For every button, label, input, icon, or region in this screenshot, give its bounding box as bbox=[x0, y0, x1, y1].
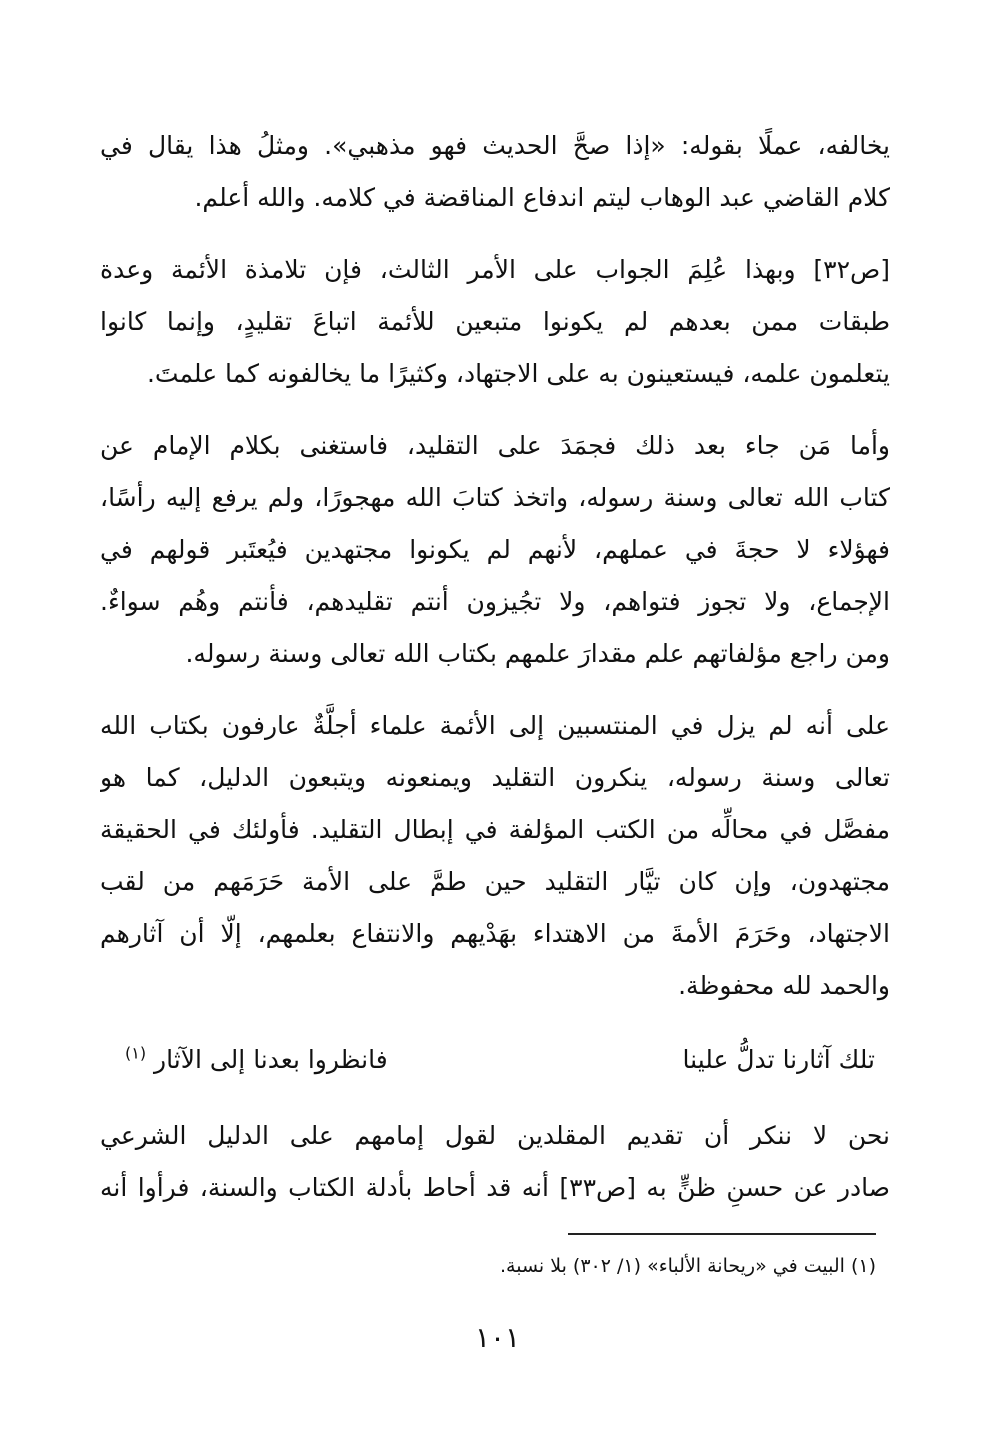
text-line: يتعلمون علمه، فيستعينون به على الاجتهاد، وكثيرًا ما يخالفونه كما علمتَ. bbox=[146, 359, 890, 388]
text-line: [ص٣٢] وبهذا عُلِمَ الجواب على الأمر الثالث، فإن تلامذة الأئمة وعدة bbox=[100, 255, 890, 284]
text-line: كتاب الله تعالى وسنة رسوله، واتخذ كتابَ الله مهجورًا، ولم يرفع إليه رأسًا، bbox=[100, 483, 890, 512]
paragraph-2 bbox=[100, 244, 890, 400]
text-line: تعالى وسنة رسوله، ينكرون التقليد ويمنعونه ويتبعون الدليل، كما هو bbox=[100, 763, 890, 792]
page-number: ١٠١ bbox=[474, 1321, 521, 1354]
footnote: (١) البيت في «ريحانة الألباء» (١/ ٣٠٢) بلا نسبة. bbox=[500, 1255, 876, 1277]
text-line: على أنه لم يزل في المنتسبين إلى الأئمة علماء أجلَّةٌ عارفون بكتاب الله bbox=[100, 711, 890, 740]
main-text bbox=[100, 120, 890, 1234]
verse-second-hemistich-text: فانظروا بعدنا إلى الآثار bbox=[154, 1045, 388, 1074]
text-line: الاجتهاد، وحَرَمَ الأمةَ من الاهتداء بهَدْيهم والانتفاع بعلمهم، إلّا أن آثارهم bbox=[100, 919, 890, 948]
paragraph-5 bbox=[100, 1110, 890, 1214]
text-line: فهؤلاء لا حجةَ في عملهم، لأنهم لم يكونوا مجتهدين فيُعتَبر قولهم في bbox=[100, 535, 890, 564]
text-line: يخالفه، عملًا بقوله: «إذا صحَّ الحديث فهو مذهبي». ومثلُ هذا يقال في bbox=[100, 131, 890, 160]
text-line: كلام القاضي عبد الوهاب ليتم اندفاع المناقضة في كلامه. والله أعلم. bbox=[194, 183, 890, 212]
text-line: الإجماع، ولا تجوز فتواهم، ولا تجُيزون أنتم تقليدهم، فأنتم وهُم سواءٌ. bbox=[100, 587, 890, 616]
text-line: ومن راجع مؤلفاتهم علم مقدارَ علمهم بكتاب الله تعالى وسنة رسوله. bbox=[185, 639, 890, 668]
footnote-marker[interactable]: (١) bbox=[125, 1043, 147, 1063]
paragraph-3 bbox=[100, 420, 890, 680]
footnote-separator bbox=[568, 1233, 876, 1235]
verse-first-hemistich: تلك آثارنا تدلُّ علينا bbox=[682, 1045, 875, 1074]
paragraph-4 bbox=[100, 700, 890, 1012]
text-line: مجتهدون، وإن كان تيَّار التقليد حين طمَّ على الأمة حَرَمَهم من لقب bbox=[100, 867, 890, 896]
text-line: نحن لا ننكر أن تقديم المقلدين لقول إمامهم على الدليل الشرعي bbox=[100, 1121, 890, 1150]
paragraph-1 bbox=[100, 120, 890, 224]
poetry-verse bbox=[100, 1032, 890, 1088]
text-line: صادر عن حسنِ ظنٍّ به [ص٣٣] أنه قد أحاط بأدلة الكتاب والسنة، فرأوا أنه bbox=[100, 1173, 890, 1202]
text-line: طبقات ممن بعدهم لم يكونوا متبعين للأئمة اتباعَ تقليدٍ، وإنما كانوا bbox=[100, 307, 890, 336]
text-line: مفصَّل في محالِّه من الكتب المؤلفة في إبطال التقليد. فأولئك في الحقيقة bbox=[100, 815, 890, 844]
text-line: والحمد لله محفوظة. bbox=[678, 971, 890, 1000]
text-line: وأما مَن جاء بعد ذلك فجمَدَ على التقليد، فاستغنى بكلام الإمام عن bbox=[100, 431, 890, 460]
verse-second-hemistich bbox=[125, 1032, 388, 1088]
